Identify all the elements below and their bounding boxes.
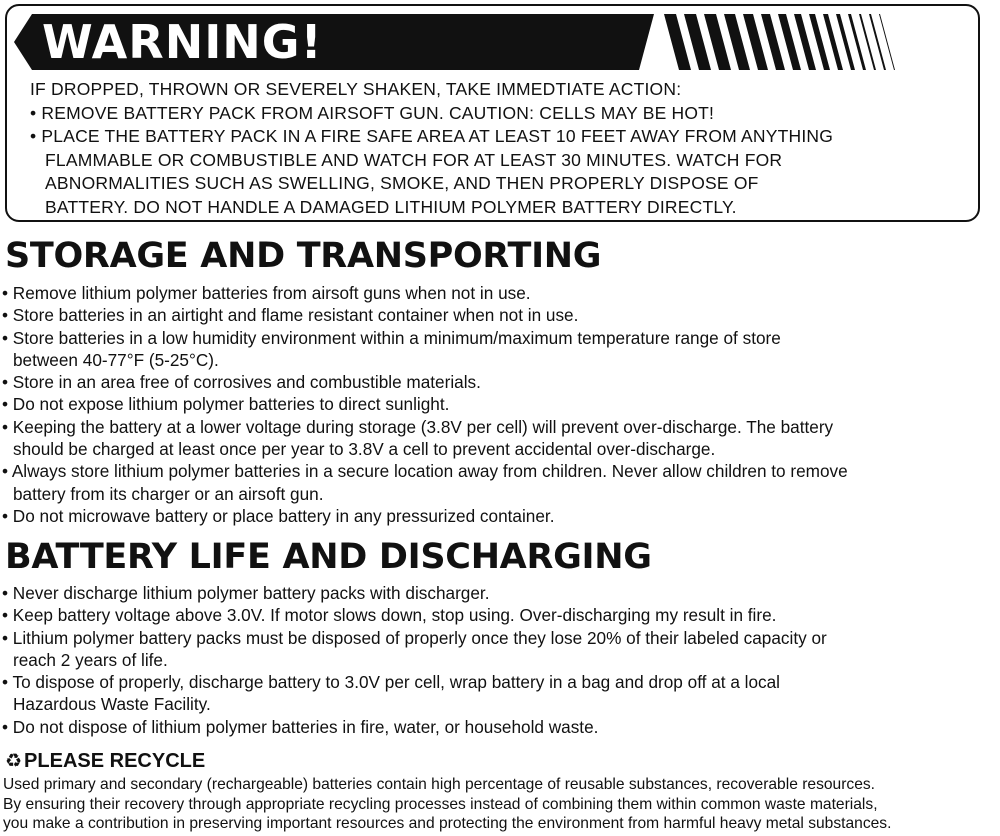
list-item: • Do not expose lithium polymer batteries to direct sunlight. [2,394,450,415]
warning-bullet-continuation: ABNORMALITIES SUCH AS SWELLING, SMOKE, AND THEN PROPERLY DISPOSE OF [45,173,759,193]
warning-bullet-continuation: BATTERY. DO NOT HANDLE A DAMAGED LITHIUM POLYMER BATTERY DIRECTLY. [45,196,737,217]
battery-life-list [2,582,992,738]
list-item: • Remove lithium polymer batteries from airsoft guns when not in use. [2,283,531,303]
list-item-continuation: Hazardous Waste Facility. [13,694,211,715]
list-item: • Never discharge lithium polymer battery packs with discharger. [2,583,490,603]
recycle-icon: ♻ [5,751,23,772]
warning-banner [14,14,959,70]
recycle-heading: PLEASE RECYCLE [24,750,206,772]
recycle-line: Used primary and secondary (rechargeable) batteries contain high percentage of reusable substances, recoverable resources. [3,776,876,793]
list-item-continuation: should be charged at least once per year to 3.8V a cell to prevent accidental over-discharge. [13,439,716,460]
list-item: • Always store lithium polymer batteries in a secure location away from children. Never allow children to remove [2,461,848,482]
warning-bullet: • PLACE THE BATTERY PACK IN A FIRE SAFE AREA AT LEAST 10 FEET AWAY FROM ANYTHING [30,126,834,146]
list-item: • Lithium polymer battery packs must be disposed of properly once they lose 20% of their labeled capacity or [2,627,827,648]
warning-intro: IF DROPPED, THROWN OR SEVERELY SHAKEN, TAKE IMMEDTIATE ACTION: [30,79,682,99]
list-item: • Keeping the battery at a lower voltage during storage (3.8V per cell) will prevent over-discharge. The battery [2,416,834,437]
list-item: • Keep battery voltage above 3.0V. If motor slows down, stop using. Over-discharging my result in fire. [2,605,777,626]
storage-list [2,282,992,527]
list-item: • Store in an area free of corrosives and combustible materials. [2,372,481,393]
recycle-heading-row [5,748,205,775]
list-item-continuation: battery from its charger or an airsoft gun. [13,483,324,504]
list-item: • Store batteries in an airtight and flame resistant container when not in use. [2,305,579,326]
list-item: • Do not dispose of lithium polymer batteries in fire, water, or household waste. [2,716,599,737]
recycle-line: By ensuring their recovery through appropriate recycling processes instead of combining them within common waste materials, [3,795,878,813]
battery-life-heading: BATTERY LIFE AND DISCHARGING [5,537,652,577]
list-item-continuation: between 40-77°F (5-25°C). [13,349,219,370]
warning-bullet: • REMOVE BATTERY PACK FROM AIRSOFT GUN. CAUTION: CELLS MAY BE HOT! [30,102,715,123]
recycle-line: you make a contribution in preserving important resources and protecting the environment from harmful heavy metal substances. [3,815,892,832]
recycle-paragraph [3,775,998,834]
warning-bullet-continuation: FLAMMABLE OR COMBUSTIBLE AND WATCH FOR AT LEAST 30 MINUTES. WATCH FOR [45,149,783,170]
list-item: • Do not microwave battery or place battery in any pressurized container. [2,505,555,526]
list-item-continuation: reach 2 years of life. [13,649,168,670]
warning-title: WARNING! [42,15,323,69]
list-item: • Store batteries in a low humidity environment within a minimum/maximum temperature range of store [2,327,781,348]
storage-heading: STORAGE AND TRANSPORTING [5,236,602,276]
warning-text [30,78,970,219]
list-item: • To dispose of properly, discharge battery to 3.0V per cell, wrap battery in a bag and drop off at a local [2,672,781,693]
